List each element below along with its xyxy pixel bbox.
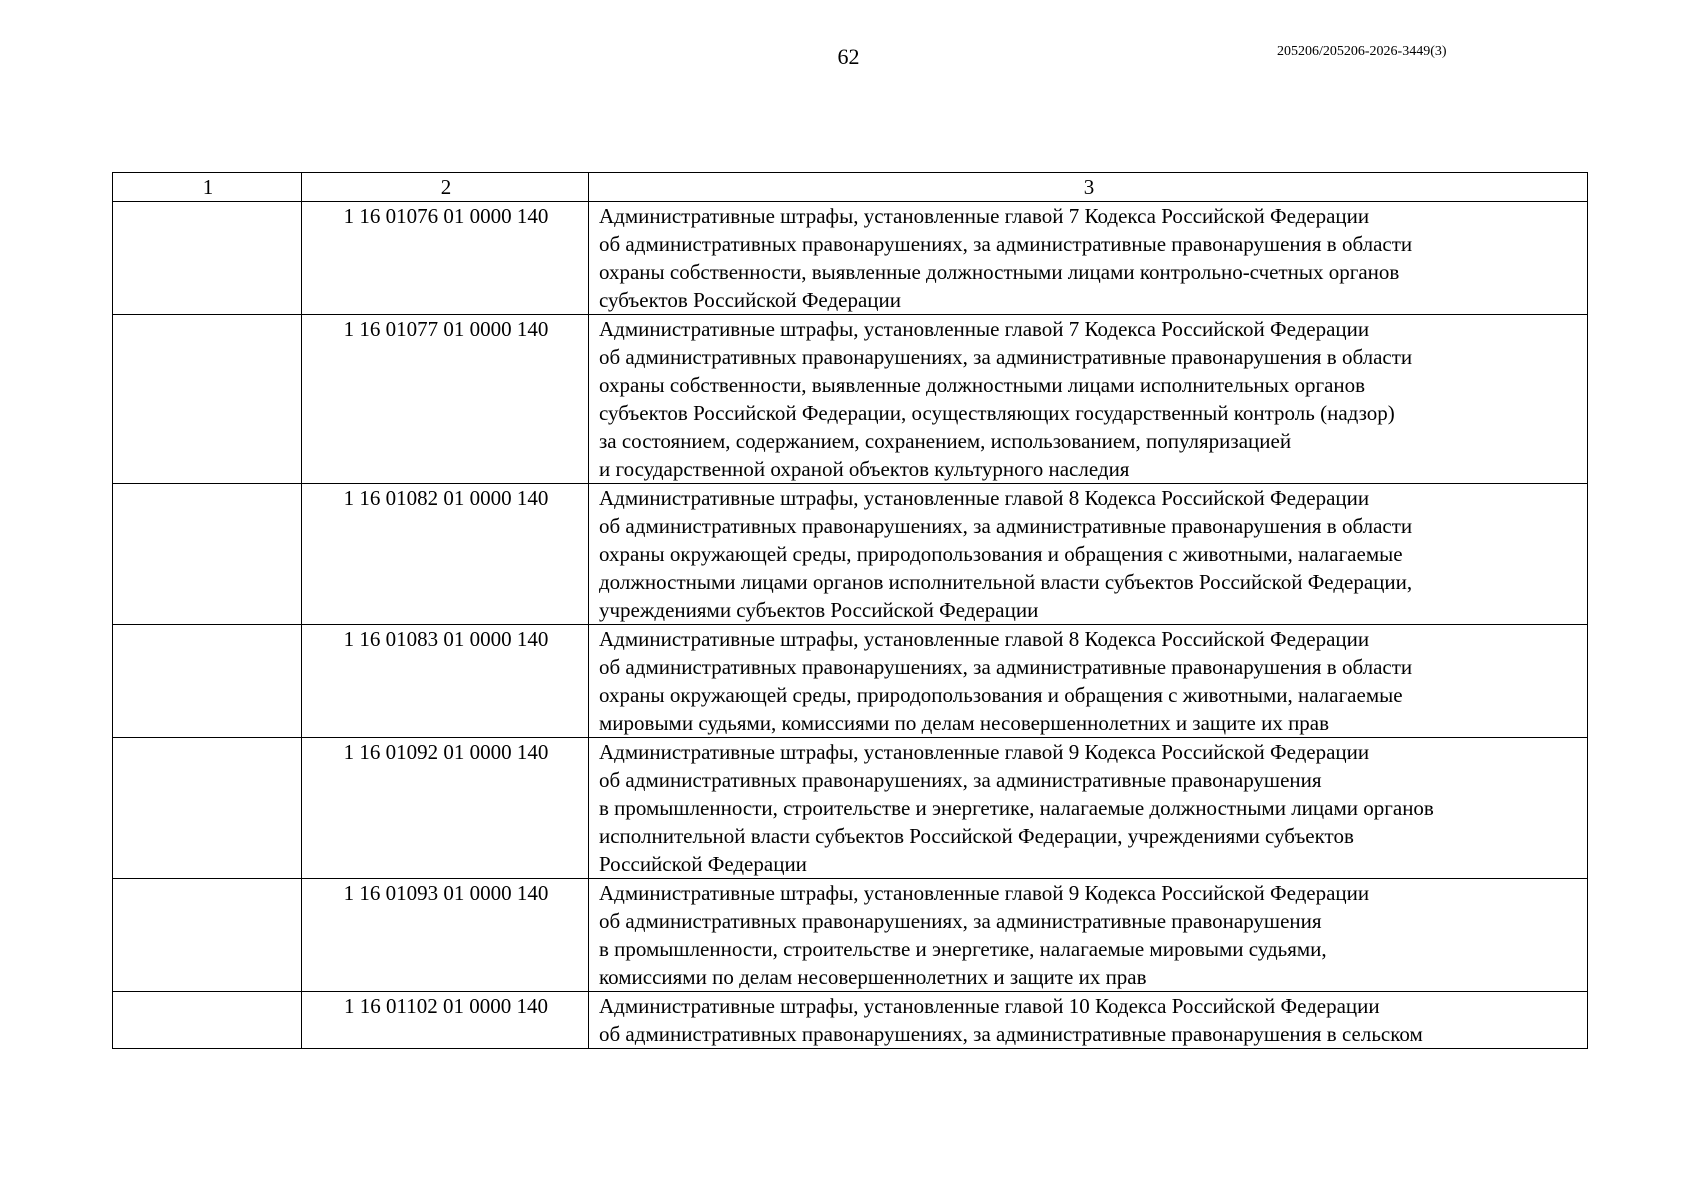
description-cell	[589, 625, 1588, 738]
budget-code: 1 16 01077 01 0000 140	[302, 315, 589, 484]
row-cell-col1	[113, 879, 302, 992]
row-cell-col1	[113, 202, 302, 315]
table-row	[113, 738, 1588, 879]
table-row	[113, 992, 1588, 1049]
description-line: субъектов Российской Федерации	[599, 288, 902, 312]
description-line: мировыми судьями, комиссиями по делам несовершеннолетних и защите их прав	[599, 711, 1330, 735]
description-line: об административных правонарушениях, за административные правонарушения в области	[599, 655, 1413, 679]
row-cell-col1	[113, 738, 302, 879]
description-line: в промышленности, строительстве и энергетике, налагаемые должностными лицами органов	[599, 796, 1434, 820]
document-id: 205206/205206-2026-3449(3)	[1277, 44, 1447, 59]
description-line: Административные штрафы, установленные главой 10 Кодекса Российской Федерации	[599, 994, 1380, 1018]
description-line: Административные штрафы, установленные главой 9 Кодекса Российской Федерации	[599, 740, 1370, 764]
table-row	[113, 484, 1588, 625]
description-line: об административных правонарушениях, за административные правонарушения в сельском	[599, 1022, 1423, 1046]
description-line: и государственной охраной объектов культурного наследия	[599, 457, 1130, 481]
description-line: охраны собственности, выявленные должностными лицами исполнительных органов	[599, 373, 1366, 397]
description-line: охраны окружающей среды, природопользования и обращения с животными, налагаемые	[599, 542, 1403, 566]
row-cell-col1	[113, 484, 302, 625]
budget-code: 1 16 01102 01 0000 140	[302, 992, 589, 1049]
budget-code: 1 16 01083 01 0000 140	[302, 625, 589, 738]
description-cell	[589, 738, 1588, 879]
description-line: об административных правонарушениях, за административные правонарушения	[599, 768, 1322, 792]
description-cell	[589, 202, 1588, 315]
row-cell-col1	[113, 625, 302, 738]
table-row	[113, 625, 1588, 738]
table-row	[113, 202, 1588, 315]
description-line: охраны окружающей среды, природопользования и обращения с животными, налагаемые	[599, 683, 1403, 707]
description-line: исполнительной власти субъектов Российской Федерации, учреждениями субъектов	[599, 824, 1354, 848]
table-row	[113, 879, 1588, 992]
description-line: об административных правонарушениях, за административные правонарушения	[599, 909, 1322, 933]
description-line: в промышленности, строительстве и энергетике, налагаемые мировыми судьями,	[599, 937, 1327, 961]
budget-codes-table	[112, 172, 1588, 1049]
table-header-row	[113, 173, 1588, 202]
description-line: комиссиями по делам несовершеннолетних и защите их прав	[599, 965, 1147, 989]
budget-code: 1 16 01093 01 0000 140	[302, 879, 589, 992]
budget-code: 1 16 01082 01 0000 140	[302, 484, 589, 625]
page-number: 62	[837, 44, 860, 69]
description-line: об административных правонарушениях, за административные правонарушения в области	[599, 232, 1413, 256]
description-cell	[589, 879, 1588, 992]
description-line: учреждениями субъектов Российской Федерации	[599, 598, 1039, 622]
description-line: Административные штрафы, установленные главой 7 Кодекса Российской Федерации	[599, 204, 1370, 228]
row-cell-col1	[113, 992, 302, 1049]
description-line: Административные штрафы, установленные главой 8 Кодекса Российской Федерации	[599, 627, 1370, 651]
description-line: Административные штрафы, установленные главой 9 Кодекса Российской Федерации	[599, 881, 1370, 905]
budget-code: 1 16 01076 01 0000 140	[302, 202, 589, 315]
description-cell	[589, 992, 1588, 1049]
description-line: Российской Федерации	[599, 852, 807, 876]
description-cell	[589, 484, 1588, 625]
column-header-1: 1	[113, 173, 302, 202]
description-line: охраны собственности, выявленные должностными лицами контрольно-счетных органов	[599, 260, 1400, 284]
description-line: за состоянием, содержанием, сохранением, использованием, популяризацией	[599, 429, 1292, 453]
column-header-3: 3	[589, 173, 1588, 202]
table-row	[113, 315, 1588, 484]
description-line: Административные штрафы, установленные главой 7 Кодекса Российской Федерации	[599, 317, 1370, 341]
description-cell	[589, 315, 1588, 484]
description-line: Административные штрафы, установленные главой 8 Кодекса Российской Федерации	[599, 486, 1370, 510]
description-line: об административных правонарушениях, за административные правонарушения в области	[599, 514, 1413, 538]
description-line: об административных правонарушениях, за административные правонарушения в области	[599, 345, 1413, 369]
row-cell-col1	[113, 315, 302, 484]
description-line: субъектов Российской Федерации, осуществляющих государственный контроль (надзор)	[599, 401, 1395, 425]
budget-code: 1 16 01092 01 0000 140	[302, 738, 589, 879]
column-header-2: 2	[302, 173, 589, 202]
description-line: должностными лицами органов исполнительной власти субъектов Российской Федерации,	[599, 570, 1413, 594]
